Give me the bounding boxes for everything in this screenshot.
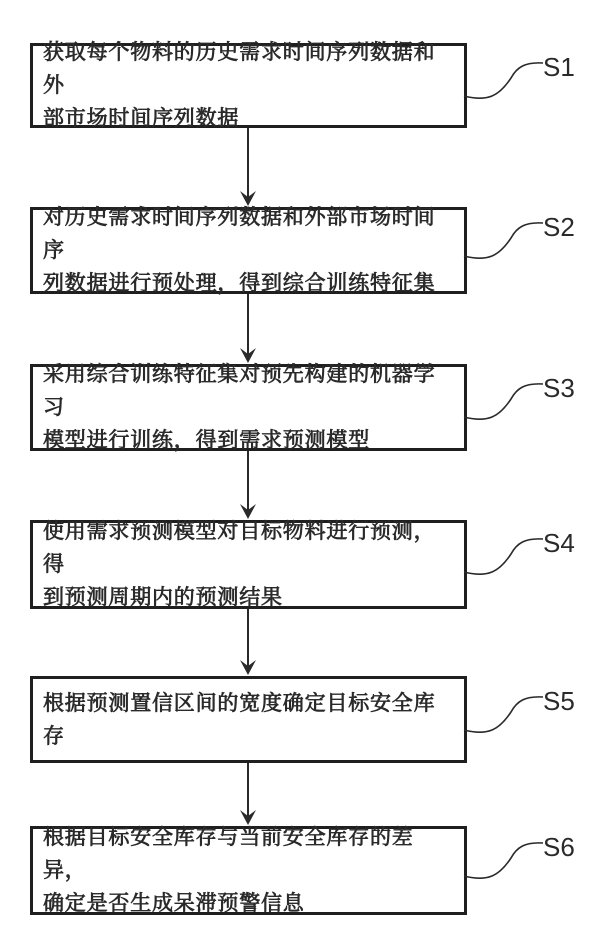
step-label-s4: S4 xyxy=(543,528,575,558)
step-label-s2: S2 xyxy=(543,212,575,242)
step-label-s6: S6 xyxy=(543,832,575,862)
step-text-s2: 对历史需求时间序列数据和外部市场时间序 列数据进行预处理，得到综合训练特征集 xyxy=(43,206,436,295)
step-box-s5 xyxy=(30,676,467,763)
step-label-s1: S1 xyxy=(543,52,575,82)
down-arrow-4 xyxy=(236,609,260,676)
step-box-s1 xyxy=(30,43,467,128)
step-text-s4: 使用需求预测模型对目标物料进行预测，得 到预测周期内的预测结果 xyxy=(43,520,436,609)
step-box-s4 xyxy=(30,520,467,609)
leader-line-s2 xyxy=(462,212,545,260)
leader-line-s5 xyxy=(462,686,545,734)
down-arrow-2 xyxy=(236,294,260,364)
step-label-s5: S5 xyxy=(543,686,575,716)
step-box-s2 xyxy=(30,207,467,294)
leader-line-s1 xyxy=(462,52,545,100)
step-text-s6: 根据目标安全库存与当前安全库存的差异， 确定是否生成呆滞预警信息 xyxy=(43,826,414,915)
step-text-s5: 根据预测置信区间的宽度确定目标安全库存 xyxy=(43,691,436,748)
step-label-s3: S3 xyxy=(543,373,575,403)
step-box-s3 xyxy=(30,364,467,451)
leader-line-s3 xyxy=(462,373,545,421)
leader-line-s6 xyxy=(462,832,545,880)
leader-line-s4 xyxy=(462,528,545,576)
down-arrow-5 xyxy=(236,763,260,826)
down-arrow-1 xyxy=(236,128,260,207)
step-box-s6 xyxy=(30,826,467,915)
down-arrow-3 xyxy=(236,451,260,520)
step-text-s3: 采用综合训练特征集对预先构建的机器学习 模型进行训练，得到需求预测模型 xyxy=(43,363,436,452)
step-text-s1: 获取每个物料的历史需求时间序列数据和外 部市场时间序列数据 xyxy=(43,41,436,130)
